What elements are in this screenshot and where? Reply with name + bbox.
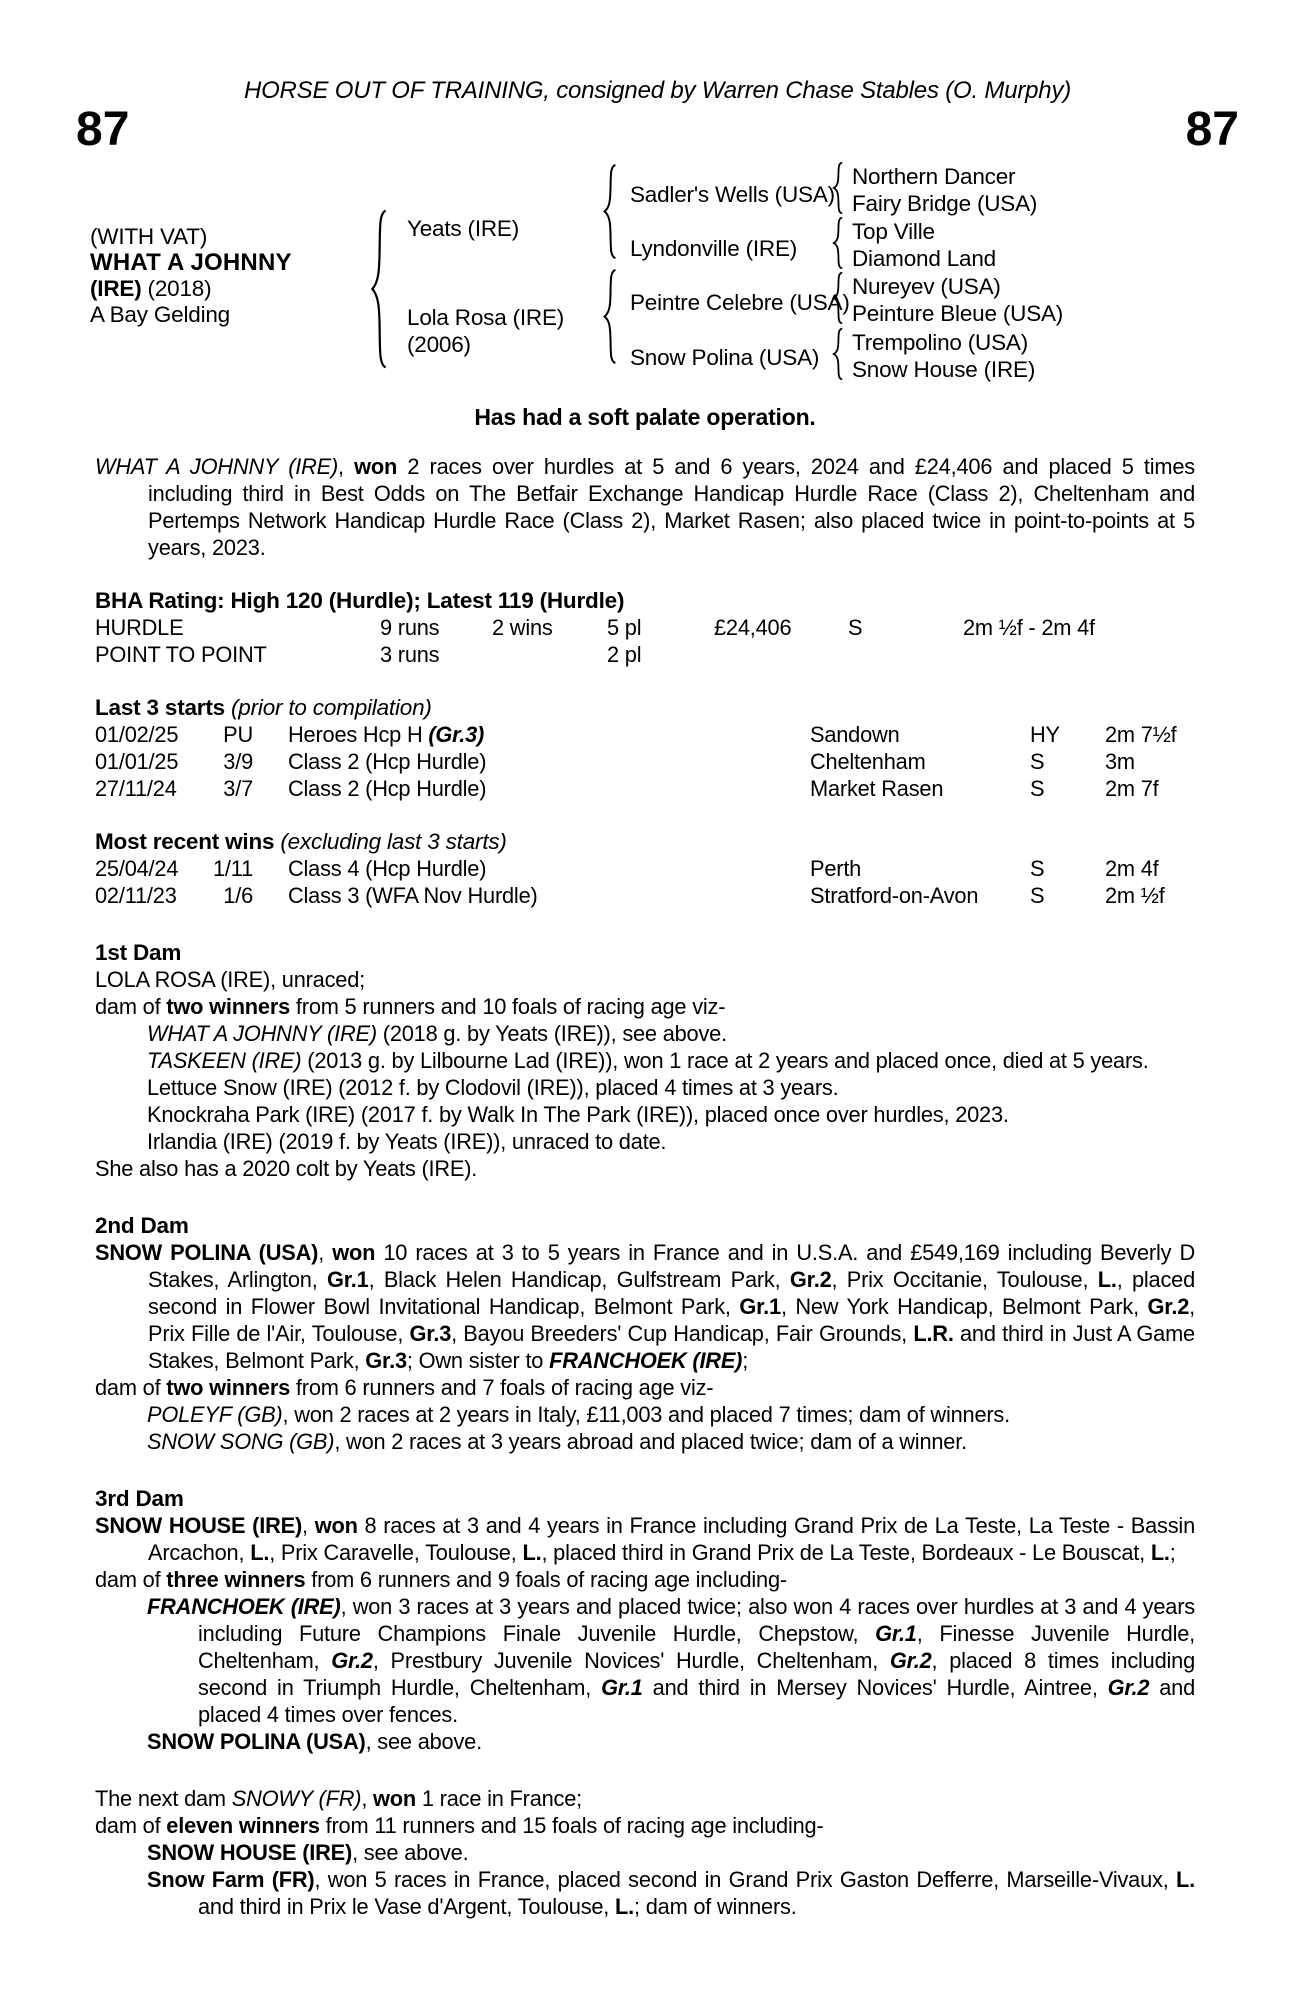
- start-date: 01/02/25: [95, 722, 179, 747]
- start-race: Class 2 (Hcp Hurdle): [288, 749, 487, 774]
- win-position: 1/6: [223, 883, 253, 908]
- start-going: S: [1030, 776, 1045, 801]
- win-row: [95, 855, 1195, 882]
- win-distance: 2m 4f: [1105, 856, 1159, 881]
- bha-distance: [963, 641, 1195, 668]
- consignor-line: HORSE OUT OF TRAINING, consigned by Warren Chase Stables (O. Murphy): [243, 77, 1072, 104]
- heading-bold: Most recent wins: [95, 829, 281, 854]
- bha-going: S: [848, 615, 863, 640]
- win-going: S: [1030, 856, 1045, 881]
- dam-race-record: SNOW POLINA (USA), won 10 races at 3 to 5 years in France and in U.S.A. and £549,169 including Beverly D Stakes, Arlington, Gr.1, Black Helen Handicap, Gulfstream Park, Gr.2, Prix Occitanie, Toulouse, L., placed second in Flower Bowl Invitational Handicap, Belmont Park, Gr.1, New York Handicap, Belmont Park, Gr.2, Prix Fille de l'Air, Toulouse, Gr.3, Bayou Breeders' Cup Handicap, Fair Grounds, L.R. and third in Just A Game Stakes, Belmont Park, Gr.3; Own sister to FRANCHOEK (IRE);: [95, 1240, 1196, 1373]
- second-dam-section: [95, 1212, 1195, 1455]
- offspring-entry: SNOW HOUSE (IRE), see above.: [147, 1840, 469, 1865]
- offspring-entry: Irlandia (IRE) (2019 f. by Yeats (IRE)), unraced to date.: [147, 1129, 667, 1154]
- great-grandparents-pair-4: [852, 329, 1035, 383]
- granddam-1: Lyndonville (IRE): [630, 236, 798, 261]
- start-position: 3/7: [223, 776, 253, 801]
- veterinary-notice: Has had a soft palate operation.: [474, 404, 816, 430]
- lot-number-right: 87: [1185, 103, 1239, 156]
- bha-runs: 3 runs: [380, 642, 440, 667]
- great-grandsire-2: Top Ville: [852, 219, 935, 244]
- offspring-entry: Snow Farm (FR), won 5 races in France, placed second in Grand Prix Gaston Defferre, Marseille-Vivaux, L. and third in Prix le Vase d'Argent, Toulouse, L.; dam of winners.: [147, 1867, 1195, 1919]
- bha-distance: 2m ½f - 2m 4f: [963, 615, 1095, 640]
- start-date: 27/11/24: [95, 776, 177, 801]
- first-dam-heading: 1st Dam: [95, 940, 182, 965]
- bha-money: [714, 641, 848, 668]
- great-grandparents-pair-2: [852, 218, 996, 272]
- third-dam-section: [95, 1485, 1195, 1755]
- offspring-entry: POLEYF (GB), won 2 races at 2 years in Italy, £11,003 and placed 7 times; dam of winners.: [147, 1402, 1010, 1427]
- lot-number-left: 87: [76, 103, 130, 156]
- dam-block: [407, 304, 564, 358]
- bha-going: [848, 641, 963, 668]
- start-race: Heroes Hcp H (Gr.3): [288, 722, 485, 747]
- horse-name: WHAT A JOHNNY: [90, 249, 292, 276]
- last-3-starts-heading: [95, 694, 1195, 721]
- pedigree-brace-gg1: [831, 162, 845, 214]
- dam-name: Lola Rosa (IRE): [407, 305, 565, 330]
- bha-wins: 2 wins: [492, 615, 553, 640]
- great-grandsire-4: Trempolino (USA): [852, 330, 1029, 355]
- dam-footer-note: She also has a 2020 colt by Yeats (IRE).: [95, 1156, 478, 1181]
- offspring-entry: Lettuce Snow (IRE) (2012 f. by Clodovil (IRE)), placed 4 times at 3 years.: [147, 1075, 839, 1100]
- bha-money: £24,406: [714, 615, 792, 640]
- grandsire-1: Sadler's Wells (USA): [630, 182, 835, 207]
- dam-year: (2006): [407, 332, 471, 357]
- sire-name: Yeats (IRE): [407, 216, 520, 241]
- offspring-entry: Knockraha Park (IRE) (2017 f. by Walk In The Park (IRE)), placed once over hurdles, 2023.: [147, 1102, 1009, 1127]
- win-race: Class 4 (Hcp Hurdle): [288, 856, 487, 881]
- start-course: Sandown: [810, 722, 900, 747]
- start-going: S: [1030, 749, 1045, 774]
- win-date: 25/04/24: [95, 856, 179, 881]
- next-dam-line: The next dam SNOWY (FR), won 1 race in France;: [95, 1786, 583, 1811]
- bha-type: POINT TO POINT: [95, 642, 267, 667]
- dam-produce-summary: dam of two winners from 5 runners and 10 foals of racing age viz-: [95, 994, 726, 1019]
- heading-italic: (excluding last 3 starts): [280, 829, 507, 854]
- bha-row-point-to-point: [95, 641, 1195, 668]
- pedigree-brace-dam: [601, 269, 619, 364]
- start-position: PU: [223, 722, 253, 747]
- win-course: Stratford-on-Avon: [810, 883, 979, 908]
- race-record-paragraph: WHAT A JOHNNY (IRE), won 2 races over hurdles at 5 and 6 years, 2024 and £24,406 and placed 5 times including third in Best Odds on The Betfair Exchange Handicap Hurdle Race (Class 2), Cheltenham and Pertemps Network Handicap Hurdle Race (Class 2), Market Rasen; also placed twice in point-to-points at 5 years, 2023.: [95, 454, 1195, 560]
- pedigree-tree: [0, 162, 1315, 390]
- start-course: Market Rasen: [810, 776, 944, 801]
- start-position: 3/9: [223, 749, 253, 774]
- first-dam-section: [95, 939, 1195, 1182]
- start-row: [95, 775, 1195, 802]
- pedigree-brace-gg3: [831, 272, 845, 324]
- great-grandparents-pair-3: [852, 273, 1063, 327]
- offspring-entry: FRANCHOEK (IRE), won 3 races at 3 years and placed twice; also won 4 races over hurdles at 3 and 4 years including Future Champions Finale Juvenile Hurdle, Chepstow, Gr.1, Finesse Juvenile Hurdle, Cheltenham, Gr.2, Prestbury Juvenile Novices' Hurdle, Cheltenham, Gr.2, placed 8 times including second in Triumph Hurdle, Cheltenham, Gr.1 and third in Mersey Novices' Hurdle, Aintree, Gr.2 and placed 4 times over fences.: [147, 1594, 1196, 1727]
- bha-runs: 9 runs: [380, 615, 440, 640]
- great-grandparents-pair-1: [852, 163, 1037, 217]
- third-dam-heading: 3rd Dam: [95, 1486, 184, 1511]
- grandsire-2: Peintre Celebre (USA): [630, 290, 850, 315]
- bha-rating-block: [95, 587, 1195, 668]
- last-3-starts-block: [95, 694, 1195, 802]
- win-going: S: [1030, 883, 1045, 908]
- great-grandsire-1: Northern Dancer: [852, 164, 1016, 189]
- dam-produce-summary: dam of eleven winners from 11 runners and 15 foals of racing age including-: [95, 1813, 824, 1838]
- granddam-2: Snow Polina (USA): [630, 345, 820, 370]
- start-going: HY: [1030, 722, 1060, 747]
- win-distance: 2m ½f: [1105, 883, 1165, 908]
- dam-race-record: SNOW HOUSE (IRE), won 8 races at 3 and 4 years in France including Grand Prix de La Teste, La Teste - Bassin Arcachon, L., Prix Caravelle, Toulouse, L., placed third in Grand Prix de La Teste, Bordeaux - Le Bouscat, L.;: [95, 1513, 1195, 1565]
- start-row: [95, 748, 1195, 775]
- bha-placings: 2 pl: [607, 642, 642, 667]
- heading-bold: Last 3 starts: [95, 695, 232, 720]
- great-granddam-3: Peinture Bleue (USA): [852, 301, 1064, 326]
- lot-number-row: [0, 103, 1315, 156]
- next-dam-section: [95, 1785, 1195, 1920]
- start-date: 01/01/25: [95, 749, 179, 774]
- bha-type: HURDLE: [95, 615, 184, 640]
- win-position: 1/11: [212, 856, 253, 881]
- recent-wins-block: [95, 828, 1195, 909]
- horse-summary: [90, 224, 292, 328]
- great-granddam-4: Snow House (IRE): [852, 357, 1036, 382]
- pedigree-brace-gg4: [831, 328, 845, 380]
- bha-placings: 5 pl: [607, 615, 642, 640]
- heading-italic: (prior to compilation): [231, 695, 432, 720]
- start-row: [95, 721, 1195, 748]
- win-row: [95, 882, 1195, 909]
- offspring-entry: WHAT A JOHNNY (IRE) (2018 g. by Yeats (IRE)), see above.: [147, 1021, 727, 1046]
- great-granddam-1: Fairy Bridge (USA): [852, 191, 1038, 216]
- horse-year: (2018): [141, 276, 212, 301]
- bha-row-hurdle: [95, 614, 1195, 641]
- start-distance: 2m 7f: [1105, 776, 1159, 801]
- great-grandsire-3: Nureyev (USA): [852, 274, 1001, 299]
- win-course: Perth: [810, 856, 862, 881]
- second-dam-heading: 2nd Dam: [95, 1213, 189, 1238]
- horse-country: (IRE): [90, 276, 142, 301]
- dam-produce-summary: dam of two winners from 6 runners and 7 foals of racing age viz-: [95, 1375, 714, 1400]
- bha-wins: [492, 641, 607, 668]
- pedigree-brace-gen1: [368, 209, 390, 369]
- start-course: Cheltenham: [810, 749, 926, 774]
- start-race: Class 2 (Hcp Hurdle): [288, 776, 487, 801]
- pedigree-brace-sire: [601, 164, 619, 259]
- pedigree-brace-gg2: [831, 217, 845, 269]
- horse-description: A Bay Gelding: [90, 302, 230, 327]
- vat-note: (WITH VAT): [90, 224, 208, 249]
- great-granddam-2: Diamond Land: [852, 246, 996, 271]
- catalogue-body: [95, 404, 1195, 1920]
- win-race: Class 3 (WFA Nov Hurdle): [288, 883, 538, 908]
- dam-name-line: LOLA ROSA (IRE), unraced;: [95, 967, 366, 992]
- offspring-entry: TASKEEN (IRE) (2013 g. by Lilbourne Lad (IRE)), won 1 race at 2 years and placed once, died at 5 years.: [147, 1048, 1149, 1073]
- dam-produce-summary: dam of three winners from 6 runners and 9 foals of racing age including-: [95, 1567, 787, 1592]
- horse-suffix-year: [90, 276, 292, 302]
- offspring-entry: SNOW SONG (GB), won 2 races at 3 years abroad and placed twice; dam of a winner.: [147, 1429, 967, 1454]
- bha-rating-heading: BHA Rating: High 120 (Hurdle); Latest 119 (Hurdle): [95, 588, 625, 613]
- recent-wins-heading: [95, 828, 1195, 855]
- start-distance: 3m: [1105, 749, 1135, 774]
- start-distance: 2m 7½f: [1105, 722, 1177, 747]
- offspring-entry: SNOW POLINA (USA), see above.: [147, 1729, 482, 1754]
- win-date: 02/11/23: [95, 883, 177, 908]
